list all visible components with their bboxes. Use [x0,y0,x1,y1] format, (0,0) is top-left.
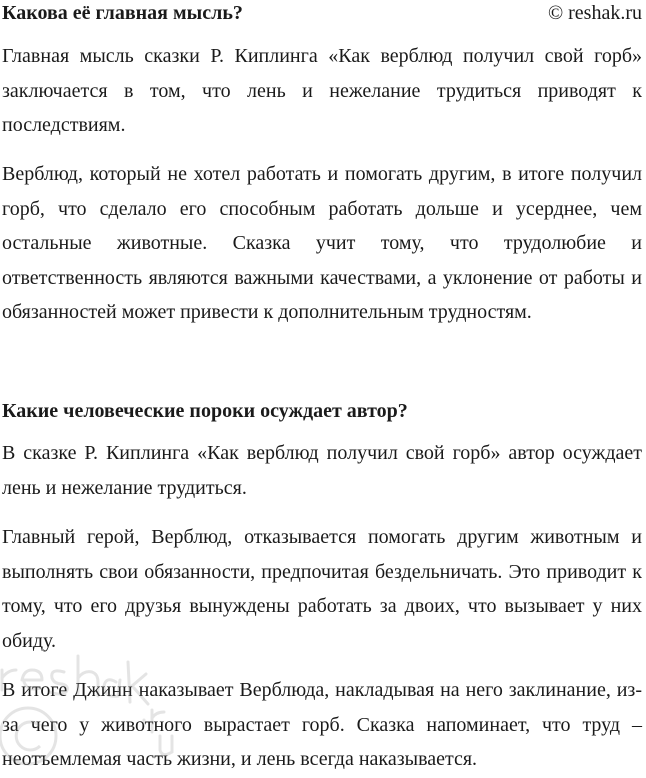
answer-paragraph-5: В итоге Джинн наказывает Верблюда, накладывая на него заклинание, из-за чего у животного вырастает горб. Сказка напоминает, что труд – неотъемлемая часть жизни, и лень всегда наказывается. [2,679,642,770]
answer-paragraph-3: В сказке Р. Киплинга «Как верблюд получил свой горб» автор осуждает лень и нежелание трудиться. [2,442,642,499]
answer-paragraph-4: Главный герой, Верблюд, отказывается помогать другим животным и выполнять свои обязанности, предпочитая бездельничать. Это приводит к тому, что его друзья вынуждены работать за двоих, что вызывает у них обиду. [2,526,642,652]
answer-paragraph-2: Верблюд, который не хотел работать и помогать другим, в итоге получил горб, что сделало его способным работать дольше и усерднее, чем остальные животные. Сказка учит тому, что трудолюбие и ответственность являются важными качествами, а уклонение от работы и обязанностей может привести к дополнительным трудностям. [2,163,642,323]
source-credit: © reshak.ru [547,2,642,24]
question-heading-main-idea: Какова её главная мысль? [2,2,243,24]
answer-paragraph-1: Главная мысль сказки Р. Киплинга «Как верблюд получил свой горб» заключается в том, что лень и нежелание трудиться приводят к последствиям. [2,45,642,136]
question-heading-vices: Какие человеческие пороки осуждает автор? [2,400,408,422]
